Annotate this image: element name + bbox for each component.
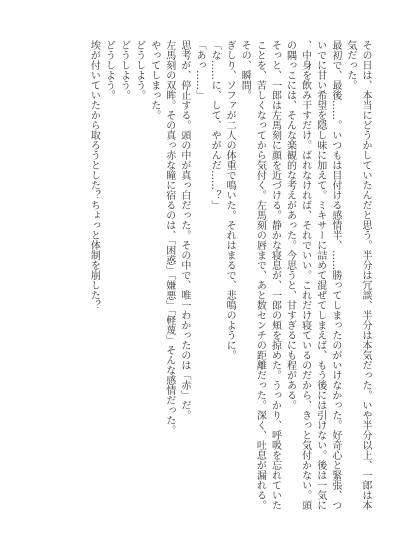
paragraph: どうしよう。 [103,40,115,100]
paragraph: その日は、本当にどうかしていたんだと思う。半分は冗談、半分は本気だった。いや半分以上、一郎は本気だった。 [344,40,371,510]
paragraph: どうしよう。 [133,40,145,100]
paragraph: 埃が付いていたから取ろうとした？ちょっと体制を崩した？ [88,40,100,310]
paragraph: 最初で、最後……。いつもは目付ける感情半、……勝ってしまったのがいけなかった。好奇心と緊張、ついでに甘い希望を隠し味に加えて。ミキサーに詰めて混ぜてしまえば、もう後には引けない。後は一気に、中身を飲み干すだけ。ばれなければ、それでいい。これだけ寝ているのだから、きっと気付かない。頭の隅っこには、そんな楽観的な考えがあった。今思うと、甘すぎるにも程がある。 [284,40,341,510]
paragraph: どうしよう。 [118,40,130,100]
paragraph: 左馬刻の双眸。その真っ赤な瞳に宿るのは、「困惑」「嫌悪」「軽蔑」そんな感情だった。 [163,40,175,435]
paragraph: ぎしり、ソファが二人の体重で鳴いた。それはまるで、悲鳴のように。 [224,40,236,360]
dialogue-line: 「な……に、して、やがんだ……？」 [209,40,221,210]
paragraph: そっと、一郎は左馬刻に顔を近づける。静かな寝息が、一郎の頬を掠めた。うっかり、呼吸を忘れていたことを、苦しくなってから気付く。左馬刻の唇まで、あと数センチの距離だった。深く、吐息が漏れる。その、瞬間。 [239,40,281,510]
paragraph: 思考が、停止する。頭の中が真っ白だった。その中で、唯一わかったのは「赤」だ。 [178,40,190,420]
paragraph: やってしまった。 [148,40,160,120]
dialogue-line: 「あっ……」 [193,40,205,100]
vertical-text-body [23,40,373,510]
